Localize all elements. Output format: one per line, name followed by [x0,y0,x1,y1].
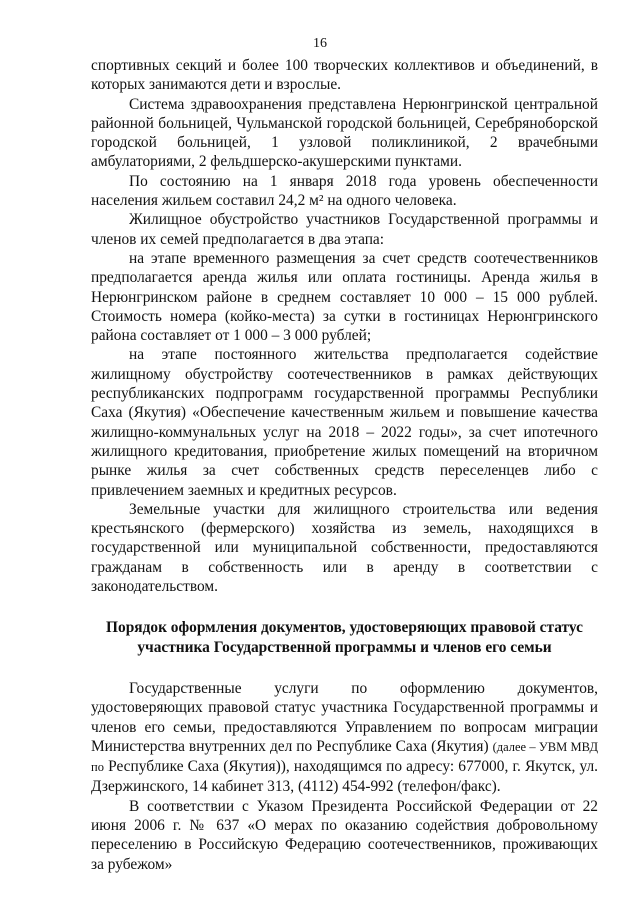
document-body [91,56,598,874]
section-heading: Порядок оформления документов, удостоверяющих правовой статус участника Государственной программы и членов его семьи [106,619,583,656]
paragraph-sports-continuation: спортивных секций и более 100 творческих коллективов и объединений, в которых занимаются дети и взрослые. [91,57,598,94]
paragraph-state-services [91,679,598,797]
paragraph-presidential-decree: В соответствии с Указом Президента Российской Федерации от 22 июня 2006 г. № 637 «О мерах по оказанию содействия добровольному переселению в Российскую Федерацию соотечественников, проживающих за рубежом» [91,797,598,873]
paragraph-permanent-stage: на этапе постоянного жительства предполагается содействие жилищному обустройству соотечественников в рамках действующих республиканских подпрограмм государственной программы Республики Саха (Якутия) «Обеспечение качественным жильем и повышение качества жилищно-коммунальных услуг на 2018 – 2022 годы», за счет ипотечного жилищного кредитования, приобретение жилых помещений на вторичном рынке жилья за счет собственных средств переселенцев либо с привлечением заемных и кредитных ресурсов. [91,346,598,499]
paragraph-land-plots: Земельные участки для жилищного строительства или ведения крестьянского (фермерского) хозяйства из земель, находящихся в государственной или муниципальной собственности, предоставляются гражданам в собственность или в аренду в соответствии с законодательством. [91,500,598,596]
paragraph-housing-stages: Жилищное обустройство участников Государственной программы и членов их семей предполагается в два этапа: [91,211,598,248]
paragraph-temporary-stage: на этапе временного размещения за счет средств соотечественников предполагается аренда жилья или оплата гостиницы. Аренда жилья в Нерюнгринском районе в среднем составляет 10 000 – 15 000 рублей. Стоимость номера (койко-места) за сутки в гостиницах Нерюнгринского района составляет от 1 000 – 3 000 рублей; [91,249,598,345]
services-text-start: Государственные услуги по оформлению документов, удостоверяющих правовой статус участника Государственной программы и членов его семьи, предоставляются Управлением по вопросам миграции Министерства внутренних дел по Республике Саха (Якутия) [91,679,598,755]
paragraph-housing-level: По состоянию на 1 января 2018 года уровень обеспеченности населения жильем составил 24,2 м² на одного человека. [91,172,598,210]
services-text-end: Республике Саха (Якутия)), находящимся по адресу: 677000, г. Якутск, ул. Дзержинского, 14 кабинет 313, (4112) 454-992 (телефон/факс). [91,758,598,796]
page-number: 16 [313,36,327,51]
paragraph-healthcare: Система здравоохранения представлена Нерюнгринской центральной районной больницей, Чульманской городской больницей, Серебряноборской городской больницей, 1 узловой поликлиникой, 2 врачебными амбулаториями, 2 фельдшерско-акушерскими пунктами. [91,95,598,171]
services-text-abbrev: (далее – УВМ МВД по [91,739,598,775]
